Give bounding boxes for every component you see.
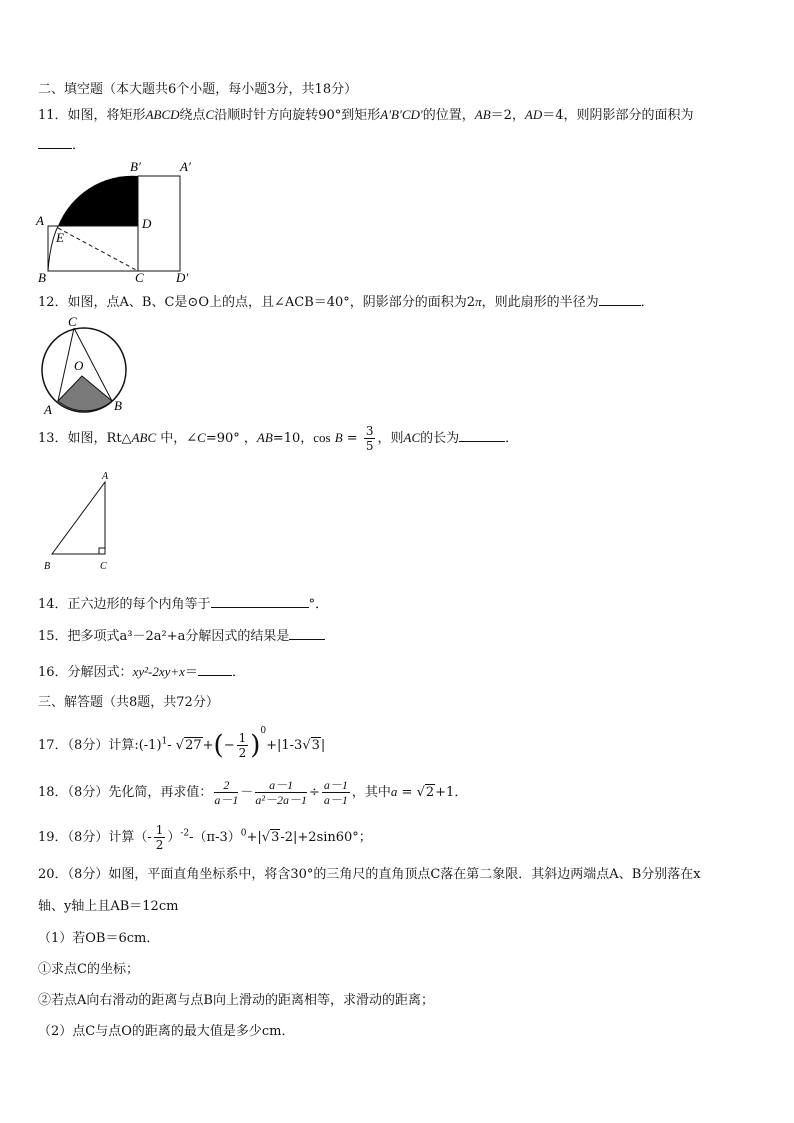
q13-text: =10，: [272, 431, 314, 446]
question-20-part-i: ①求点C的坐标；: [38, 962, 139, 977]
q18-f1-num: 2: [214, 778, 238, 793]
q13-abc: ABC: [131, 430, 157, 445]
q17-radicand: 3: [311, 738, 320, 753]
q18-f3-num: a－1: [323, 778, 348, 792]
q11-ab: AB: [474, 107, 491, 122]
q17-exp0: 0: [260, 726, 267, 736]
sqrt-icon: √: [261, 830, 271, 845]
q13-text: =90° ，: [205, 431, 257, 446]
q16-text: 分解因式：: [67, 665, 133, 680]
q11-text: 绕点: [179, 108, 206, 123]
q19-term: ）: [167, 830, 181, 845]
q12-shaded-sector: [58, 376, 112, 411]
q17-radicand: 27: [185, 738, 202, 753]
question-20-sub1: （1）若OB＝6cm．: [38, 931, 160, 946]
q17-op: -: [167, 738, 176, 753]
q13-ab: AB: [256, 430, 273, 445]
q12-end: ．: [640, 295, 654, 310]
q17-half-num: 1: [238, 731, 247, 745]
q18-f3-den: a－1: [323, 793, 348, 807]
q11-label-e: E: [56, 230, 64, 245]
q11-label-a: A: [36, 213, 44, 228]
q12-figure: [36, 314, 132, 418]
q17-term: (-1): [138, 738, 162, 753]
q13-ac: AC: [403, 430, 421, 445]
q11-end: ．: [72, 138, 86, 153]
q18-eq: =: [397, 785, 417, 800]
q15-number: 15．: [38, 629, 68, 644]
q19-term: -2|+2sin60°；: [280, 830, 372, 845]
q19-radicand: 3: [271, 830, 280, 845]
q11-rect2: A′B′CD′: [380, 107, 423, 122]
q13-frac-num: 3: [365, 424, 374, 438]
q15-answer-blank[interactable]: [289, 639, 325, 640]
q13-cos: cos: [313, 430, 331, 445]
q13-label-a: A: [102, 471, 109, 482]
q19-term: -（π-3）: [189, 830, 241, 845]
q19-half-num: 1: [155, 823, 164, 837]
q18-f2-den: a²－2a－1: [255, 793, 307, 807]
question-20-part-ii: ②若点A向右滑动的距离与点B向上滑动的距离相等，求滑动的距离；: [38, 993, 434, 1008]
q16-end: ．: [231, 665, 245, 680]
q11-number: 11．: [38, 108, 68, 123]
q13-fraction: [364, 424, 376, 453]
q19-half: [154, 823, 166, 852]
right-paren-icon: ): [250, 730, 261, 761]
q11-text: ＝4，则阴影部分的面积为: [542, 108, 694, 123]
q17-half: [237, 731, 249, 760]
q11-rect: ABCD: [145, 107, 180, 122]
q13-label-c: C: [100, 561, 107, 572]
q11-figure: [30, 158, 200, 286]
q11-label-b: B: [38, 270, 46, 285]
q18-frac3: [322, 778, 350, 807]
q19-exp: 0: [240, 828, 247, 839]
q19-term: +|: [246, 830, 262, 845]
q17-exp: 1: [161, 736, 168, 747]
q16-eq: ＝: [184, 665, 198, 680]
q16-number: 16．: [38, 665, 68, 680]
q11-label-c: C: [135, 270, 144, 285]
q14-end: °．: [308, 597, 329, 612]
q17-tail: +|1-3: [266, 738, 303, 753]
question-19: [38, 823, 372, 852]
q13-end: ．: [505, 431, 519, 446]
q11-text: 的位置，: [422, 108, 475, 123]
q17-bar: |: [320, 738, 326, 753]
question-17: [38, 726, 325, 761]
question-16: [38, 661, 245, 680]
q12-text: ，则此扇形的半径为: [481, 295, 599, 310]
q13-text: 的长为: [420, 431, 460, 446]
q11-text: 如图，将矩形: [67, 108, 146, 123]
question-12: [38, 291, 654, 310]
q14-number: 14．: [38, 597, 68, 612]
q12-pi: π: [475, 294, 482, 309]
q13-triangle: [52, 482, 105, 554]
q12-number: 12．: [38, 295, 68, 310]
question-14: [38, 593, 328, 612]
q13-figure: [36, 470, 126, 576]
q18-op: ÷: [308, 785, 320, 800]
q14-text: 正六边形的每个内角等于: [67, 597, 211, 612]
q13-right-angle-mark: [99, 548, 105, 554]
q12-label-b: B: [114, 398, 122, 413]
q18-radicand: 2: [425, 785, 435, 800]
q11-shaded-region: [58, 176, 138, 226]
q18-text: ，其中: [351, 785, 391, 800]
section-3-heading: 三、解答题（共8题，共72分）: [38, 695, 219, 710]
question-15: [38, 625, 325, 644]
q13-label-b: B: [44, 561, 51, 572]
q11-answer-blank[interactable]: [38, 148, 72, 149]
q11-label-a-prime: A′: [180, 159, 191, 174]
q18-tail: +1．: [435, 785, 468, 800]
section-2-heading: 二、填空题（本大题共6个小题，每小题3分，共18分）: [38, 82, 358, 97]
q11-label-d-prime: D′: [176, 270, 189, 285]
question-20-sub2: （2）点C与点O的距离的最大值是多少cm．: [38, 1024, 295, 1039]
question-13: [38, 424, 518, 453]
q13-b: B: [334, 430, 343, 445]
q11-ad: AD: [524, 107, 543, 122]
question-11: [38, 104, 694, 123]
question-18: [38, 778, 467, 807]
q11-answer-line: [38, 134, 85, 153]
q17-op: +: [202, 738, 214, 753]
sqrt-icon: √: [302, 738, 311, 753]
sqrt-icon: √: [416, 785, 425, 800]
q14-answer-blank[interactable]: [211, 607, 309, 608]
q12-label-o: O: [74, 358, 84, 373]
q11-label-d: D: [142, 216, 152, 231]
q13-c: C: [197, 430, 206, 445]
q11-text: ＝2，: [490, 108, 525, 123]
q18-op: －: [240, 785, 254, 800]
q18-f2-num: a－1: [255, 778, 307, 793]
q13-text: 中，∠: [156, 431, 198, 446]
q12-label-c: C: [68, 314, 77, 329]
q18-f1-den: a－1: [214, 793, 239, 807]
q12-text: 如图，点A、B、C是⊙O上的点，且∠ACB＝40°，阴影部分的面积为2: [67, 295, 476, 310]
q13-frac-den: 5: [365, 439, 374, 453]
q12-answer-blank[interactable]: [599, 305, 641, 306]
q11-dashed-ec: [58, 228, 138, 271]
q16-expression: xy²-2xy+x: [132, 664, 185, 679]
q13-answer-blank[interactable]: [459, 441, 505, 442]
q13-text: ，则: [377, 431, 404, 446]
q15-text: 把多项式a³－2a²+a分解因式的结果是: [67, 629, 290, 644]
q19-exp: -2: [180, 828, 190, 839]
q17-neg: −: [223, 738, 235, 753]
q19-half-den: 2: [155, 838, 164, 852]
question-20-line1: 20．（8分）如图，平面直角坐标系中，将含30°的三角尺的直角顶点C落在第二象限．其斜边两端点A、B分别落在x: [38, 867, 701, 882]
q19-label: 19．（8分）计算（-: [38, 830, 152, 845]
q13-number: 13．: [38, 431, 68, 446]
q13-text: 如图，Rt△: [67, 431, 132, 446]
q18-a: a: [390, 784, 398, 799]
left-paren-icon: (: [213, 730, 224, 761]
q11-label-b-prime: B′: [130, 159, 141, 174]
q13-eq: =: [342, 431, 362, 446]
question-20-line2: 轴、y轴上且AB＝12cm: [38, 899, 179, 914]
sqrt-icon: √: [175, 738, 185, 753]
q11-text: 沿顺时针方向旋转90°到矩形: [214, 108, 381, 123]
q11-point: C: [205, 107, 215, 122]
q18-frac1: [214, 778, 238, 807]
q18-frac2: [255, 778, 307, 807]
q18-label: 18．（8分）先化简，再求值：: [38, 785, 213, 800]
q17-half-den: 2: [238, 746, 247, 760]
q16-answer-blank[interactable]: [198, 675, 232, 676]
q17-label: 17．（8分）计算:: [38, 738, 139, 753]
q12-label-a: A: [44, 402, 52, 417]
